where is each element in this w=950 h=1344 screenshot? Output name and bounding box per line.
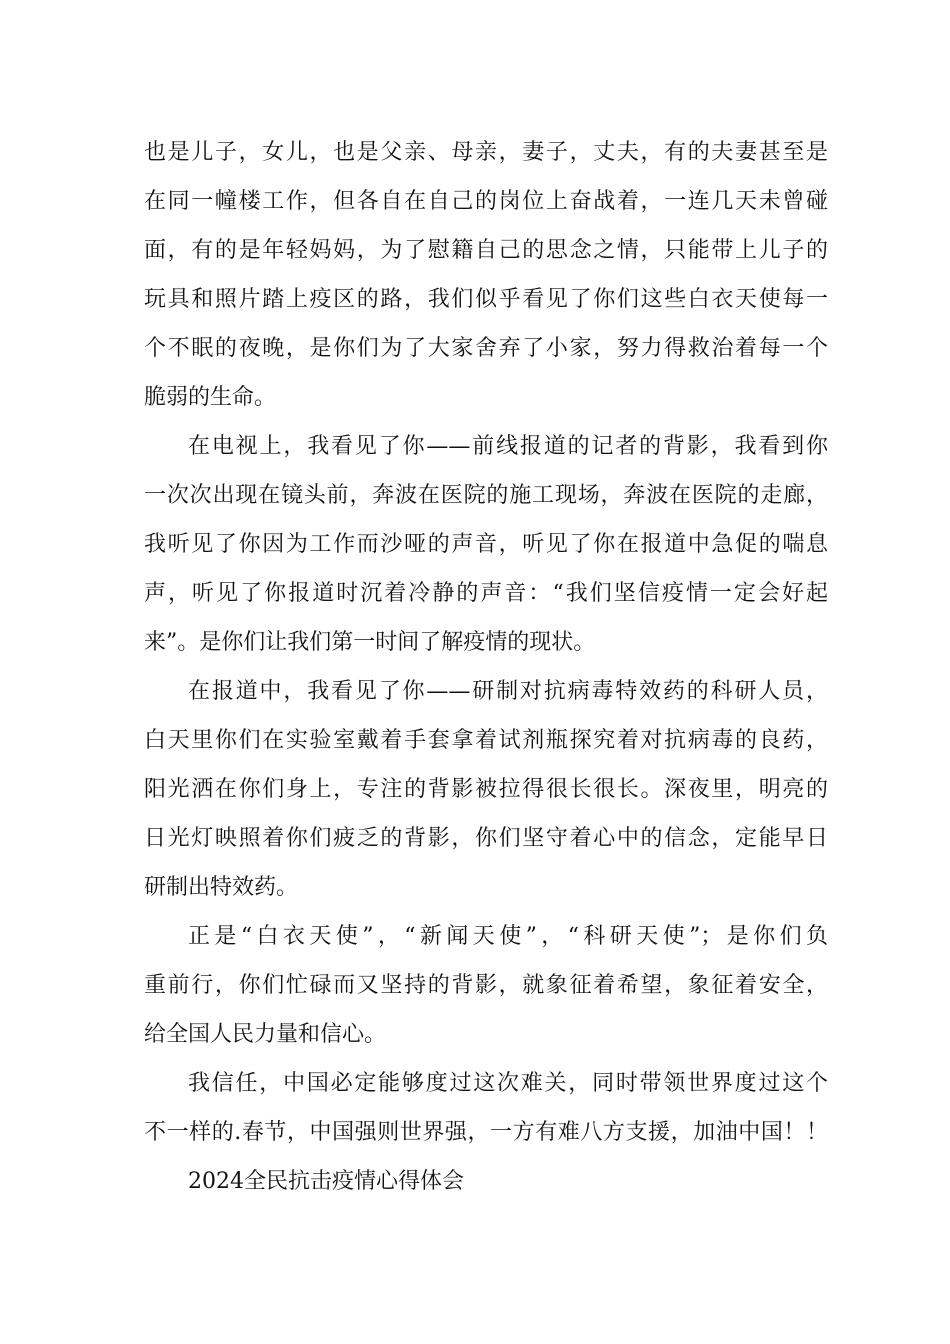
text-line: 我信任，中国必定能够度过这次难关，同时带领世界度过这个 (188, 1071, 828, 1096)
text-line: 面，有的是年轻妈妈，为了慰籍自己的思念之情，只能带上儿子的 (144, 238, 828, 263)
text-line: 日光灯映照着你们疲乏的背影，你们坚守着心中的信念，定能早日 (144, 826, 828, 851)
paragraph-4 (144, 912, 828, 1059)
paragraph-5 (144, 1059, 828, 1157)
paragraph-2 (144, 422, 828, 667)
paragraph-3 (144, 667, 828, 912)
text-line: 重前行，你们忙碌而又坚持的背影，就象征着希望，象征着安全， (144, 973, 828, 998)
text-line: 来”。是你们让我们第一时间了解疫情的现状。 (144, 630, 596, 655)
text-line: 在报道中，我看见了你——研制对抗病毒特效药的科研人员， (188, 679, 828, 704)
text-line: 玩具和照片踏上疫区的路，我们似乎看见了你们这些白衣天使每一 (144, 287, 828, 312)
text-line: 白天里你们在实验室戴着手套拿着试剂瓶探究着对抗病毒的良药， (144, 728, 828, 753)
text-line: 我听见了你因为工作而沙哑的声音，听见了你在报道中急促的喘息 (144, 532, 828, 557)
document-body (144, 128, 828, 1206)
text-line: 在电视上，我看见了你——前线报道的记者的背影，我看到你 (188, 434, 828, 459)
heading-text: 2024全民抗击疫情心得体会 (188, 1169, 464, 1194)
text-line: 不一样的.春节，中国强则世界强，一方有难八方支援，加油中国！！ (144, 1120, 828, 1145)
text-line: 个不眠的夜晚，是你们为了大家舍弃了小家，努力得救治着每一个 (144, 336, 828, 361)
text-line: 给全国人民力量和信心。 (144, 1022, 387, 1047)
text-line: 研制出特效药。 (144, 875, 299, 900)
text-line: 一次次出现在镜头前，奔波在医院的施工现场，奔波在医院的走廊， (144, 483, 828, 508)
text-line: 正是“白衣天使”，“新闻天使”，“科研天使”；是你们负 (188, 924, 828, 949)
section-heading (144, 1157, 828, 1206)
text-line: 声，听见了你报道时沉着冷静的声音：“我们坚信疫情一定会好起 (144, 581, 828, 606)
text-line: 在同一幢楼工作，但各自在自己的岗位上奋战着，一连几天未曾碰 (144, 189, 828, 214)
text-line: 阳光洒在你们身上，专注的背影被拉得很长很长。深夜里，明亮的 (144, 777, 828, 802)
paragraph-1 (144, 128, 828, 422)
text-line: 脆弱的生命。 (144, 385, 277, 410)
text-line: 也是儿子，女儿，也是父亲、母亲，妻子，丈夫，有的夫妻甚至是 (144, 140, 828, 165)
